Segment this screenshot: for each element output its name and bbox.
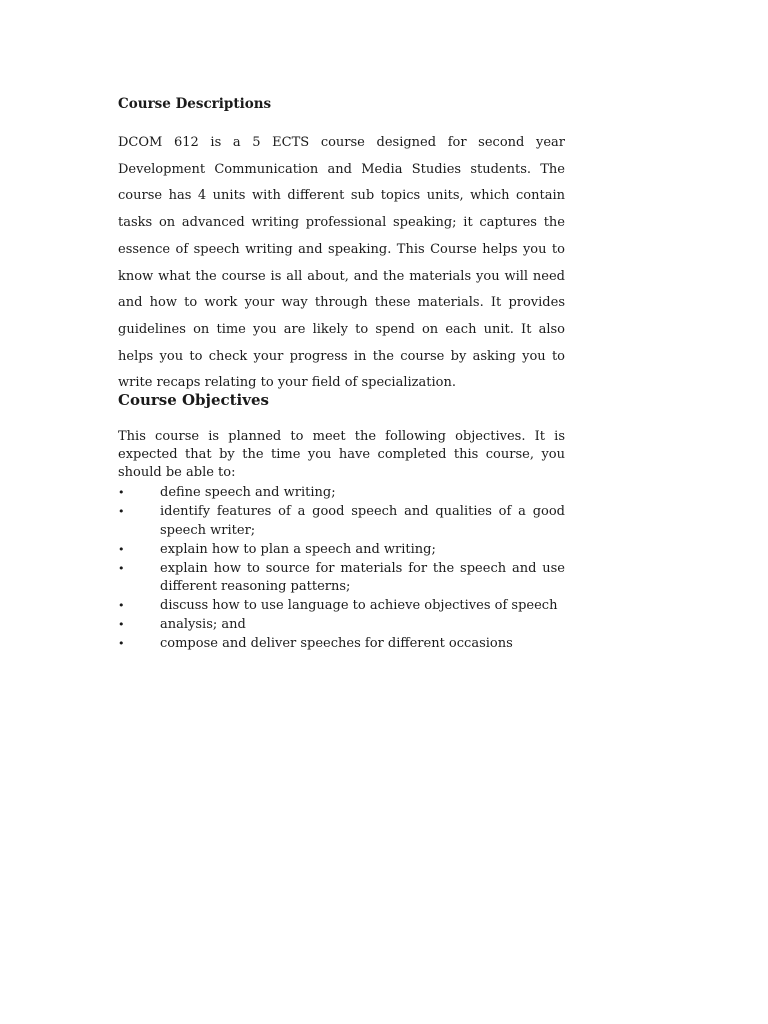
list-item xyxy=(118,560,565,597)
objectives-intro: This course is planned to meet the following objectives. It is expected that by the time you have completed this course, you should be able to: xyxy=(118,429,565,480)
list-item xyxy=(118,597,565,616)
bullet-icon: • xyxy=(118,542,125,556)
list-item-text: define speech and writing; xyxy=(160,485,336,500)
objectives-list xyxy=(118,484,565,654)
bullet-icon: • xyxy=(118,505,125,518)
bullet-icon: • xyxy=(118,561,125,575)
bullet-icon: • xyxy=(118,599,125,612)
bullet-icon: • xyxy=(118,618,125,631)
course-descriptions-heading: Course Descriptions xyxy=(118,96,272,112)
list-item xyxy=(118,541,565,560)
list-item-text: compose and deliver speeches for different occasions xyxy=(160,636,513,651)
bullet-icon: • xyxy=(118,637,125,650)
list-item xyxy=(118,635,565,654)
list-item xyxy=(118,484,565,503)
list-item-text: discuss how to use language to achieve objectives of speech xyxy=(160,598,558,613)
list-item-text: analysis; and xyxy=(160,617,246,632)
list-item-text: explain how to plan a speech and writing; xyxy=(160,541,436,557)
list-item xyxy=(118,503,565,540)
bullet-icon: • xyxy=(118,486,125,499)
list-item-text: explain how to source for materials for the speech and use different reasoning patterns; xyxy=(160,560,565,594)
list-item xyxy=(118,616,565,635)
course-objectives-heading: Course Objectives xyxy=(118,391,269,409)
course-description-paragraph: DCOM 612 is a 5 ECTS course designed for second year Development Communication and Media Studies students. The course has 4 units with different sub topics units, which contain tasks on advanced writing professional speaking; it captures the essence of speech writing and speaking. This Course helps you to know what the course is all about, and the materials you will need and how to work your way through these materials. It provides guidelines on time you are likely to spend on each unit. It also helps you to check your progress in the course by asking you to write recaps relating to your field of specialization. xyxy=(118,135,565,391)
list-item-text: identify features of a good speech and qualities of a good speech writer; xyxy=(160,504,565,538)
